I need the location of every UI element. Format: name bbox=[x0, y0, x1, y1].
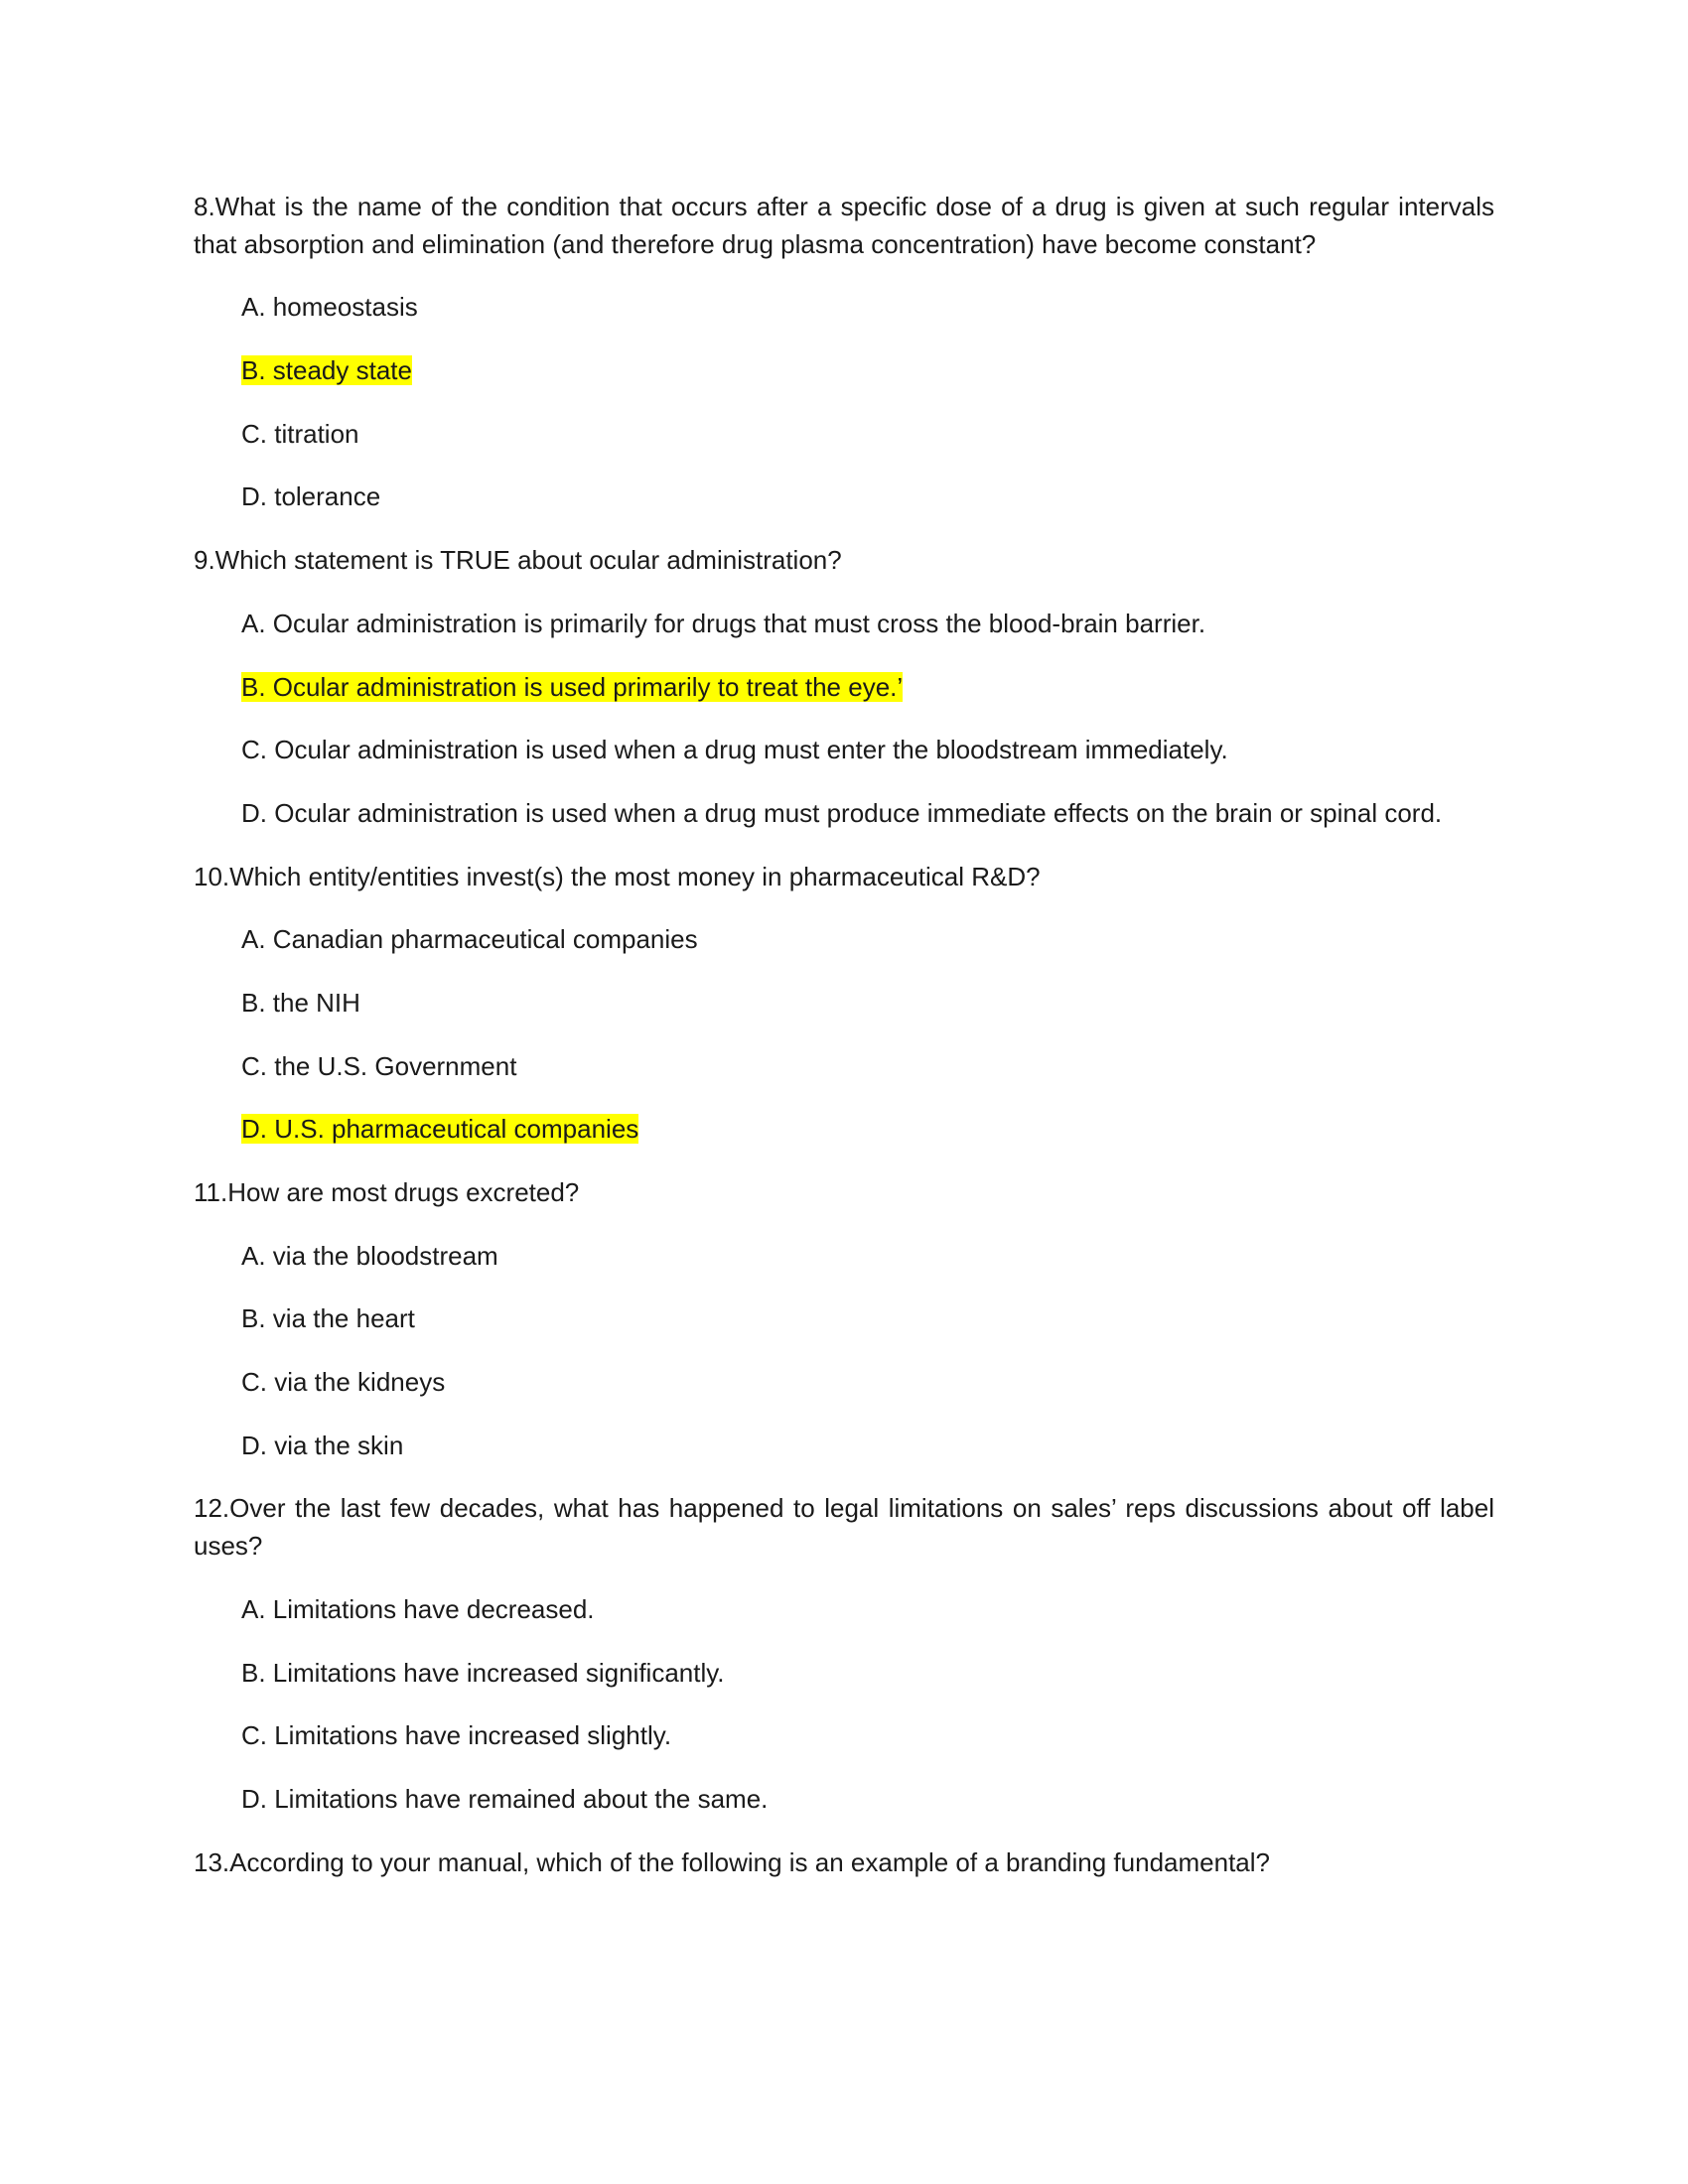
answer-option bbox=[194, 1238, 1494, 1276]
answer-option bbox=[194, 732, 1494, 769]
answer-option-text: B. steady state bbox=[241, 355, 412, 386]
question-block-12 bbox=[194, 1490, 1494, 1818]
question-block-11 bbox=[194, 1174, 1494, 1464]
answer-option-text: D. via the skin bbox=[241, 1430, 404, 1460]
answer-option bbox=[194, 1364, 1494, 1402]
answer-option-text: B. Ocular administration is used primarily to treat the eye.’ bbox=[241, 671, 904, 702]
answer-option-text: A. via the bloodstream bbox=[241, 1240, 498, 1271]
answer-option-text: D. Ocular administration is used when a drug must produce immediate effects on the brain or spinal cord. bbox=[241, 797, 1443, 828]
answer-option-text: A. Limitations have decreased. bbox=[241, 1593, 595, 1624]
answer-option bbox=[194, 669, 1494, 707]
answer-option-text: C. via the kidneys bbox=[241, 1367, 446, 1398]
answer-option bbox=[194, 1591, 1494, 1629]
answer-option bbox=[194, 1781, 1494, 1819]
answer-option-text: A. homeostasis bbox=[241, 292, 418, 323]
answer-option bbox=[194, 478, 1494, 516]
answer-option-text: D. Limitations have remained about the same. bbox=[241, 1783, 769, 1814]
answer-option bbox=[194, 1300, 1494, 1338]
question-text: 9.Which statement is TRUE about ocular administration? bbox=[194, 545, 842, 576]
answer-option bbox=[194, 985, 1494, 1023]
question-block-10 bbox=[194, 859, 1494, 1149]
answer-option-text: D. tolerance bbox=[241, 481, 381, 512]
answer-option-text: C. Limitations have increased slightly. bbox=[241, 1720, 672, 1751]
answer-option bbox=[194, 1428, 1494, 1465]
answer-option bbox=[194, 606, 1494, 643]
answer-option-text: D. U.S. pharmaceutical companies bbox=[241, 1114, 639, 1145]
answer-option-text: A. Ocular administration is primarily for drugs that must cross the blood-brain barrier. bbox=[241, 608, 1206, 638]
answer-option-text: B. the NIH bbox=[241, 987, 360, 1018]
answer-option-text: A. Canadian pharmaceutical companies bbox=[241, 924, 698, 955]
question-text: 10.Which entity/entities invest(s) the most money in pharmaceutical R&D? bbox=[194, 861, 1041, 891]
question-block-9 bbox=[194, 542, 1494, 832]
answer-option bbox=[194, 795, 1494, 833]
answer-option-text: C. Ocular administration is used when a drug must enter the bloodstream immediately. bbox=[241, 735, 1228, 765]
question-text: 12.Over the last few decades, what has happened to legal limitations on sales’ reps discussions about off label uses? bbox=[194, 1493, 1494, 1562]
answer-option-text: B. via the heart bbox=[241, 1303, 415, 1334]
answer-option bbox=[194, 1717, 1494, 1755]
answer-option bbox=[194, 1111, 1494, 1149]
answer-option-text: C. the U.S. Government bbox=[241, 1050, 517, 1081]
answer-option-text: B. Limitations have increased significantly. bbox=[241, 1657, 725, 1688]
answer-option-text: C. titration bbox=[241, 418, 359, 449]
answer-option bbox=[194, 1655, 1494, 1693]
answer-option bbox=[194, 416, 1494, 454]
answer-option bbox=[194, 289, 1494, 327]
question-block-13 bbox=[194, 1844, 1494, 1882]
question-text: 11.How are most drugs excreted? bbox=[194, 1177, 580, 1207]
question-block-8 bbox=[194, 189, 1494, 516]
answer-option bbox=[194, 1048, 1494, 1086]
question-text: 13.According to your manual, which of the following is an example of a branding fundamental? bbox=[194, 1846, 1270, 1877]
answer-option bbox=[194, 352, 1494, 390]
question-text: 8.What is the name of the condition that occurs after a specific dose of a drug is given at such regular intervals that absorption and elimination (and therefore drug plasma concentration) have become constant? bbox=[194, 192, 1494, 259]
answer-option bbox=[194, 921, 1494, 959]
